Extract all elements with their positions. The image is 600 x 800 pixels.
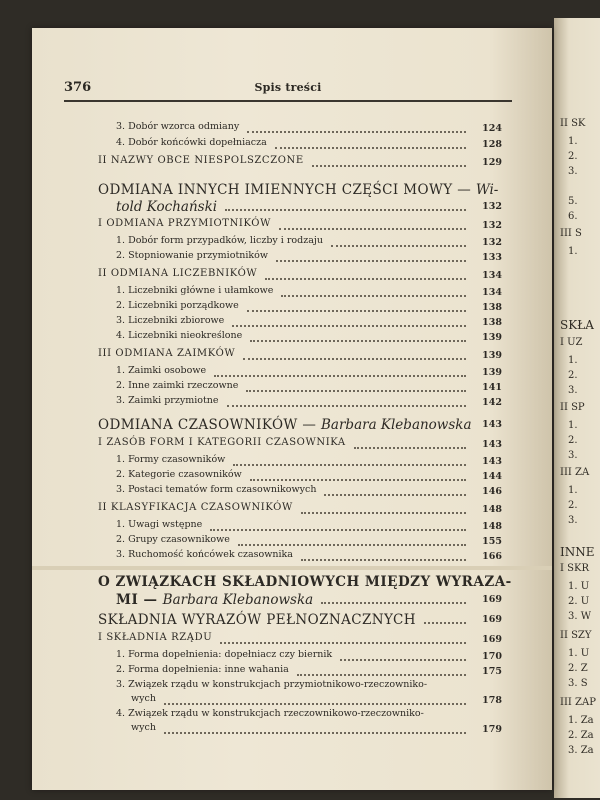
toc-entry-title: 1. Uwagi wstępne bbox=[116, 519, 203, 530]
facing-page-fragment: 2. bbox=[568, 370, 578, 381]
toc-page-number: 169 bbox=[482, 634, 502, 645]
toc-entry bbox=[116, 380, 238, 391]
facing-page-fragment: 3. Za bbox=[568, 745, 594, 756]
toc-entry-title: I SKŁADNIA RZĄDU bbox=[98, 632, 213, 643]
toc-entry bbox=[116, 534, 230, 545]
toc-entry-title: 2. Stopniowanie przymiotników bbox=[116, 250, 269, 261]
facing-page-fragment: 1. U bbox=[568, 581, 590, 592]
toc-entry bbox=[116, 235, 323, 246]
toc-page-number: 138 bbox=[482, 302, 502, 313]
toc-entry bbox=[116, 300, 239, 311]
facing-page-fragment: I UŻ bbox=[560, 337, 583, 348]
dot-leader bbox=[220, 641, 466, 644]
toc-page-number: 144 bbox=[482, 471, 502, 482]
toc-page-number: 139 bbox=[482, 332, 502, 343]
toc-entry bbox=[98, 417, 472, 433]
toc-entry bbox=[98, 612, 416, 628]
facing-page-fragment: 3. W bbox=[568, 611, 591, 622]
dot-leader bbox=[232, 324, 466, 327]
toc-page-number: 169 bbox=[482, 594, 502, 605]
dot-leader bbox=[227, 404, 466, 407]
dot-leader bbox=[233, 463, 466, 466]
facing-page-fragment: III ZAP bbox=[560, 697, 596, 708]
facing-page-fragment: 1. bbox=[568, 246, 578, 257]
toc-entry-title: II KLASYFIKACJA CZASOWNIKÓW bbox=[98, 502, 293, 513]
facing-page-fragment: 2. U bbox=[568, 596, 590, 607]
facing-page-fragment: 1. U bbox=[568, 648, 590, 659]
toc-entry-title: 4. Związek rządu w konstrukcjach rzeczownikowo-rzeczowniko- bbox=[116, 708, 424, 719]
facing-page-fragment: 1. bbox=[568, 355, 578, 366]
toc-page-number: 139 bbox=[482, 350, 502, 361]
toc-entry bbox=[98, 155, 304, 166]
toc-page-number: 175 bbox=[482, 666, 502, 677]
dot-leader bbox=[238, 543, 466, 546]
toc-entry-title: 1. Dobór form przypadków, liczby i rodzaju bbox=[116, 235, 323, 246]
toc-entry bbox=[116, 649, 332, 660]
facing-page-fragment: 3. bbox=[568, 385, 578, 396]
toc-page-number: 143 bbox=[482, 419, 502, 430]
toc-page-number: 146 bbox=[482, 486, 502, 497]
facing-page-fragment: II SP bbox=[560, 402, 585, 413]
running-title: Spis treści bbox=[254, 81, 322, 94]
toc-entry-title: 3. Ruchomość końcówek czasownika bbox=[116, 549, 293, 560]
dot-leader bbox=[354, 446, 466, 449]
dot-leader bbox=[164, 731, 466, 734]
facing-page-fragment: 3. S bbox=[568, 678, 588, 689]
toc-entry-title: III ODMIANA ZAIMKÓW bbox=[98, 348, 236, 359]
toc-entry-title: 2. Forma dopełnienia: inne wahania bbox=[116, 664, 289, 675]
dot-leader bbox=[246, 389, 466, 392]
toc-page-number: 178 bbox=[482, 695, 502, 706]
toc-entry-title: 4. Dobór końcówki dopełniacza bbox=[116, 137, 267, 148]
toc-entry-title: II ODMIANA LICZEBNIKÓW bbox=[98, 268, 258, 279]
toc-entry bbox=[98, 268, 257, 279]
toc-entry bbox=[116, 250, 268, 261]
toc-entry bbox=[116, 199, 217, 215]
dot-leader bbox=[265, 277, 466, 280]
toc-entry bbox=[98, 437, 346, 448]
toc-page-number: 179 bbox=[482, 724, 502, 735]
facing-page-fragment: 1. bbox=[568, 136, 578, 147]
dot-leader bbox=[324, 493, 466, 496]
toc-entry-title: 3. Związek rządu w konstrukcjach przymiotnikowo-rzeczowniko- bbox=[116, 679, 428, 690]
toc-entry-title: 2. Liczebniki porządkowe bbox=[116, 300, 239, 311]
toc-entry-title: 3. Dobór wzorca odmiany bbox=[116, 121, 240, 132]
toc-page-number: 139 bbox=[482, 367, 502, 378]
toc-entry bbox=[116, 454, 225, 465]
dot-leader bbox=[247, 130, 466, 133]
toc-entry-title: ODMIANA INNYCH IMIENNYCH CZĘŚCI MOWY — Wi- bbox=[98, 182, 499, 198]
toc-page-number: 132 bbox=[482, 220, 502, 231]
facing-page-fragment: II SK bbox=[560, 118, 586, 129]
dot-leader bbox=[214, 374, 466, 377]
toc-page-number: 124 bbox=[482, 123, 502, 134]
toc-page-number: 143 bbox=[482, 439, 502, 450]
toc-entry-title: O ZWIĄZKACH SKŁADNIOWYCH MIĘDZY WYRAZA- bbox=[98, 574, 512, 590]
toc-entry bbox=[116, 330, 242, 341]
toc-entry-title: 1. Zaimki osobowe bbox=[116, 365, 207, 376]
facing-page-fragment: 3. bbox=[568, 166, 578, 177]
dot-leader bbox=[297, 673, 466, 676]
dot-leader bbox=[279, 227, 466, 230]
facing-page-fragment: 2. bbox=[568, 435, 578, 446]
dot-leader bbox=[321, 601, 466, 604]
facing-page-fragment: 1. Za bbox=[568, 715, 594, 726]
toc-entry bbox=[116, 679, 427, 690]
toc-entry bbox=[116, 592, 313, 608]
dot-leader bbox=[250, 478, 466, 481]
toc-page-number: 138 bbox=[482, 317, 502, 328]
toc-entry-title: 1. Forma dopełnienia: dopełniacz czy biernik bbox=[116, 649, 333, 660]
toc-page-number: 148 bbox=[482, 504, 502, 515]
toc-entry-title: I ODMIANA PRZYMIOTNIKÓW bbox=[98, 218, 271, 229]
dot-leader bbox=[301, 511, 466, 514]
toc-entry bbox=[116, 121, 239, 132]
page-number: 376 bbox=[64, 80, 92, 95]
toc-page-number: 129 bbox=[482, 157, 502, 168]
toc-entry bbox=[116, 519, 202, 530]
toc-entry bbox=[131, 722, 156, 733]
toc-entry-title: MI — Barbara Klebanowska bbox=[116, 592, 314, 608]
dot-leader bbox=[340, 658, 466, 661]
toc-entry-title: ODMIANA CZASOWNIKÓW — Barbara Klebanowska bbox=[98, 417, 472, 433]
toc-page-number: 169 bbox=[482, 614, 502, 625]
facing-page-fragment: 3. bbox=[568, 450, 578, 461]
toc-entry bbox=[116, 315, 224, 326]
toc-page-number: 132 bbox=[482, 201, 502, 212]
toc-entry bbox=[116, 365, 206, 376]
dot-leader bbox=[301, 558, 466, 561]
toc-entry bbox=[116, 549, 293, 560]
toc-page-number: 143 bbox=[482, 456, 502, 467]
facing-page-fragment: 1. bbox=[568, 485, 578, 496]
toc-page-number: 142 bbox=[482, 397, 502, 408]
toc-entry bbox=[131, 693, 156, 704]
toc-entry bbox=[116, 484, 316, 495]
toc-entry bbox=[116, 137, 267, 148]
facing-page-fragment: III S bbox=[560, 228, 582, 239]
toc-page-number: 155 bbox=[482, 536, 502, 547]
toc-entry-title: 2. Inne zaimki rzeczowne bbox=[116, 380, 239, 391]
facing-page-fragment: 2. bbox=[568, 151, 578, 162]
toc-entry-title: SKŁADNIA WYRAZÓW PEŁNOZNACZNYCH bbox=[98, 612, 416, 628]
toc-entry-title: 3. Liczebniki zbiorowe bbox=[116, 315, 225, 326]
facing-page-fragment: INNE bbox=[560, 545, 595, 559]
toc-entry bbox=[116, 285, 273, 296]
toc-entry-title: II NAZWY OBCE NIESPOLSZCZONE bbox=[98, 155, 304, 166]
facing-page-fragment: I SKR bbox=[560, 563, 589, 574]
dot-leader bbox=[281, 294, 466, 297]
facing-page-fragment: 2. Za bbox=[568, 730, 594, 741]
toc-page-number: 166 bbox=[482, 551, 502, 562]
toc-entry bbox=[98, 502, 293, 513]
toc-entry bbox=[116, 664, 289, 675]
toc-page-number: 170 bbox=[482, 651, 502, 662]
toc-entry-title: 1. Formy czasowników bbox=[116, 454, 226, 465]
toc-entry-title: wych bbox=[131, 693, 156, 704]
toc-entry bbox=[116, 395, 219, 406]
facing-page-fragment: 5. bbox=[568, 196, 578, 207]
toc-entry bbox=[116, 469, 242, 480]
toc-entry bbox=[98, 632, 212, 643]
toc-entry-title: 3. Postaci tematów form czasownikowych bbox=[116, 484, 317, 495]
toc-page-number: 128 bbox=[482, 139, 502, 150]
dot-leader bbox=[247, 309, 466, 312]
toc-page-number: 132 bbox=[482, 237, 502, 248]
facing-page-fragment: 2. Z bbox=[568, 663, 588, 674]
toc-entry bbox=[116, 708, 424, 719]
facing-page-fragment: SKŁA bbox=[560, 318, 594, 332]
toc-entry-title: wych bbox=[131, 722, 156, 733]
toc-entry-title: 2. Kategorie czasowników bbox=[116, 469, 242, 480]
facing-page-fragment: 2. bbox=[568, 500, 578, 511]
toc-entry-title: I ZASÓB FORM I KATEGORII CZASOWNIKA bbox=[98, 437, 346, 448]
facing-page-fragment: 3. bbox=[568, 515, 578, 526]
toc-entry-title: 2. Grupy czasownikowe bbox=[116, 534, 230, 545]
facing-page-fragment: III ZA bbox=[560, 467, 590, 478]
toc-page-number: 134 bbox=[482, 287, 502, 298]
dot-leader bbox=[275, 146, 466, 149]
dot-leader bbox=[276, 259, 466, 262]
dot-leader bbox=[312, 164, 466, 167]
toc-entry bbox=[98, 182, 498, 198]
dot-leader bbox=[250, 339, 466, 342]
facing-page-fragment: 6. bbox=[568, 211, 578, 222]
dot-leader bbox=[243, 357, 466, 360]
toc-entry-title: 1. Liczebniki główne i ułamkowe bbox=[116, 285, 274, 296]
toc-entry-title: 4. Liczebniki nieokreślone bbox=[116, 330, 243, 341]
toc-page-number: 134 bbox=[482, 270, 502, 281]
facing-page-fragment: 1. bbox=[568, 420, 578, 431]
dot-leader bbox=[225, 208, 466, 211]
toc-entry-title: 3. Zaimki przymiotne bbox=[116, 395, 219, 406]
toc-page-number: 141 bbox=[482, 382, 502, 393]
toc-page-number: 133 bbox=[482, 252, 502, 263]
toc-entry bbox=[98, 218, 271, 229]
dot-leader bbox=[210, 528, 466, 531]
dot-leader bbox=[164, 702, 466, 705]
toc-entry-title: told Kochański bbox=[116, 199, 218, 215]
facing-page-fragment: II SZY bbox=[560, 630, 592, 641]
toc-page-number: 148 bbox=[482, 521, 502, 532]
dot-leader bbox=[331, 244, 466, 247]
toc-entry bbox=[98, 574, 512, 590]
toc-entry bbox=[98, 348, 235, 359]
